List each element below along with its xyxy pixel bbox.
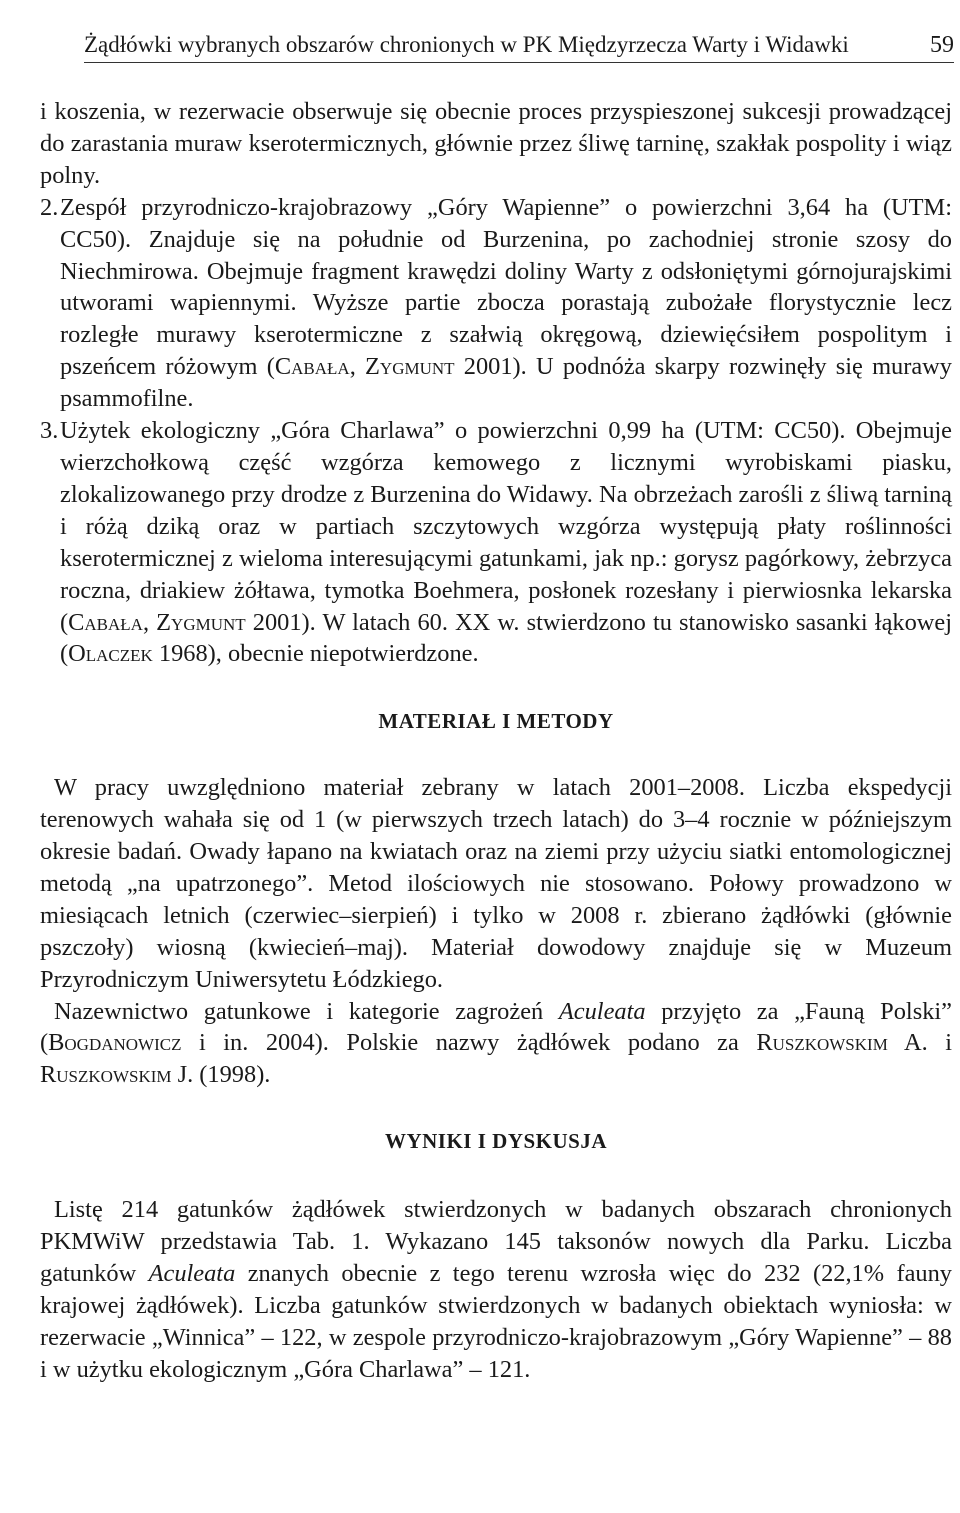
methods-paragraph-2 [40, 996, 952, 1092]
list-text-part: 2001). U podnóża skarpy rozwinęły się murawy psammofilne. [60, 353, 952, 413]
list-text-part: Zespół przyrodniczo-krajobrazowy „Góry Wapienne” o powierzchni 3,64 ha (UTM: CC50). Znajduje się na południe od Burzenina, po zachodniej stronie szosy do Niechmirowa. Obejmuje fragment krawędzi doliny Warty z odsłoniętymi górnojurajskimi utworami wapiennymi. Wyższe partie zbocza porastają zubożałe florystycznie lecz rozległe murawy kserotermiczne z szałwią okręgową, dziewięćsiłem pospolitym i pszeńcem różowym ( [60, 193, 952, 381]
running-header [84, 32, 954, 63]
list-number: 2. [40, 193, 59, 221]
text-part: A. i [887, 1029, 952, 1057]
section-heading-methods: MATERIAŁ I METODY [378, 709, 614, 734]
text-part: znanych obecnie z tego terenu wzrosła więc do 232 (22,1% fauny krajowej żądłówek). Liczba gatunków stwierdzonych w badanych obiektach wyniosła: w rezerwacie „Winnica” – 122, w zespole przyrodniczo-krajobrazowym „Góry Wapienne” – 88 i w użytku ekologicznym „Góra Charlawa” – 121. [40, 1260, 952, 1383]
text-part: przyjęto za „Fauną Polski” ( [40, 997, 952, 1057]
list-text [60, 192, 952, 415]
text-part: J. (1998). [171, 1061, 271, 1089]
list-item-3 [40, 415, 952, 670]
running-header-title: Żądłówki wybranych obszarów chronionych w PK Międzyrzecza Warty i Widawki [84, 32, 849, 57]
results-paragraph-1 [40, 1194, 952, 1385]
citation: Cabała, Zygmunt [274, 353, 455, 381]
citation: Ruszkowskim [40, 1061, 172, 1089]
section-heading-results: WYNIKI I DYSKUSJA [384, 1129, 608, 1154]
citation: Cabała, Zygmunt [68, 608, 246, 636]
list-number: 3. [40, 417, 59, 445]
page-body [40, 96, 952, 1386]
text-part: Listę 214 gatunków żądłówek stwierdzonych w badanych obszarach chronionych PKMWiW przedstawia Tab. 1. Wykazano 145 taksonów nowych dla Parku. Liczba gatunków [40, 1196, 952, 1287]
list-item-2 [40, 192, 952, 415]
taxon-name: Aculeata [558, 997, 646, 1025]
list-text-part: 2001). W latach 60. XX w. stwierdzono tu stanowisko sasanki łąkowej ( [60, 608, 952, 668]
list-text-part: 1968), obecnie niepotwierdzone. [152, 640, 479, 668]
citation: Bogdanowicz [48, 1029, 182, 1057]
citation: Olaczek [68, 640, 153, 668]
list-text-part: Użytek ekologiczny „Góra Charlawa” o powierzchni 0,99 ha (UTM: CC50). Obejmuje wierzchołkową część wzgórza kemowego z licznymi wyrobiskami piasku, zlokalizowanego przy drodze z Burzenina do Widawy. Na obrzeżach zarośli z śliwą tarniną i różą dziką oraz w partiach szczytowych wzgórza występują płaty roślinności kserotermicznej z wieloma interesującymi gatunkami, jak np.: gorysz pagórkowy, żebrzyca roczna, driakiew żółtawa, tymotka Boehmera, posłonek rozesłany i pierwiosnka lekarska ( [60, 417, 952, 636]
text-part: Nazewnictwo gatunkowe i kategorie zagrożeń [54, 997, 559, 1025]
list-text [60, 415, 952, 670]
intro-paragraph: i koszenia, w rezerwacie obserwuje się obecnie proces przyspieszonej sukcesji prowadzącej do zarastania muraw kserotermicznych, głównie przez śliwę tarninę, szakłak pospolity i wiąz polny. [40, 98, 952, 189]
text-part: i in. 2004). Polskie nazwy żądłówek podano za [181, 1029, 757, 1057]
page-number: 59 [930, 32, 954, 58]
methods-paragraph-1: W pracy uwzględniono materiał zebrany w latach 2001–2008. Liczba ekspedycji terenowych wahała się od 1 (w pierwszych trzech latach) do 3–4 rocznie w późniejszym okresie badań. Owady łapano na kwiatach oraz na ziemi przy użyciu siatki entomologicznej metodą „na upatrzonego”. Metod ilościowych nie stosowano. Połowy prowadzono w miesiącach letnich (czerwiec–sierpień) i tylko w 2008 r. zbierano żądłówki (głównie pszczoły) wiosną (kwiecień–maj). Materiał dowodowy znajduje się w Muzeum Przyrodniczym Uniwersytetu Łódzkiego. [40, 774, 952, 993]
taxon-name: Aculeata [148, 1260, 236, 1287]
citation: Ruszkowskim [756, 1029, 888, 1057]
